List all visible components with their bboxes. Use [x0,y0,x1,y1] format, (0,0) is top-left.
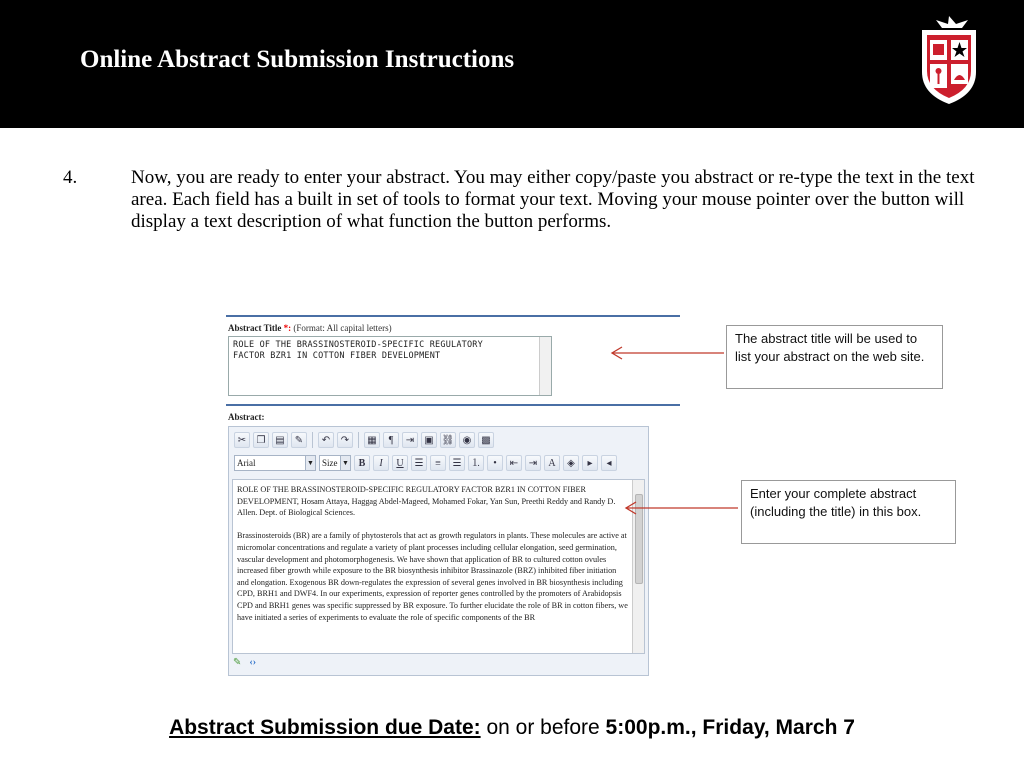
title-value-line: ROLE OF THE BRASSINOSTEROID-SPECIFIC REGULATORY [233,340,483,350]
editor-scrollbar[interactable] [632,480,644,653]
editor-toolbar-bottom [231,453,646,473]
table-icon[interactable]: ▦ [364,432,380,448]
align-right-icon[interactable]: ☰ [449,455,465,471]
link-icon[interactable]: ⛓ [440,432,456,448]
toolbar-separator [358,432,359,448]
rtl-icon[interactable]: ◂ [601,455,617,471]
cut-icon[interactable]: ✂ [234,432,250,448]
abstract-callout: Enter your complete abstract (including the title) in this box. [741,480,956,544]
abstract-label: Abstract: [228,412,265,422]
title-scrollbar[interactable] [539,337,551,395]
title-format-hint: (Format: All capital letters) [293,323,392,333]
required-marker: *: [283,323,292,333]
paragraph-icon[interactable]: ¶ [383,432,399,448]
spellcheck-icon[interactable]: ◉ [459,432,475,448]
undo-icon[interactable]: ↶ [318,432,334,448]
highlight-icon[interactable]: ◈ [563,455,579,471]
copy-icon[interactable]: ❐ [253,432,269,448]
step-text: Now, you are ready to enter your abstract. You may either copy/paste you abstract or re-type the text in the text area. Each field has a built in set of tools to format your text. Moving your mouse pointer over the button will display a text description of what function the button performs. [131,167,975,232]
abstract-title-label [228,323,392,333]
outdent-icon[interactable]: ⇤ [506,455,522,471]
design-mode-icon[interactable]: ✎ [233,657,242,668]
redo-icon[interactable]: ↷ [337,432,353,448]
bold-button[interactable]: B [354,455,370,471]
font-select[interactable] [234,455,316,471]
page-title: Online Abstract Submission Instructions [80,46,515,73]
title-callout: The abstract title will be used to list your abstract on the web site. [726,325,943,389]
header-bar [0,0,1024,128]
numbered-list-icon[interactable]: ⒈ [468,455,484,471]
due-date-connector: on or before [480,716,606,739]
media-icon[interactable]: ▩ [478,432,494,448]
size-select[interactable] [319,455,351,471]
size-select-value: Size [322,458,338,468]
due-date-banner [0,716,1024,740]
indent-icon[interactable]: ⇥ [402,432,418,448]
title-value-line: FACTOR BZR1 IN COTTON FIBER DEVELOPMENT [233,351,441,361]
abstract-paragraph: Brassinosteroids (BR) are a family of phytosterols that act as growth regulators in plants. These molecules are active at micromolar concentrations and regulate a variety of plant processes including cellular elongation, seed germination, vascular development and photomorphogenesis. We have shown that application of BR to cultured cotton ovules increased fiber growth while exposure to the BR biosynthesis inhibitor Brassinazole (BRZ) inhibited fiber initiation and elongation. Exogenous BR down-regulates the expression of several genes involved in BR biosynthesis including CPD, BRH1 and DWF4. In our experiments, expression of reporter genes controlled by the promoters of Arabidopsis CPD and BRH1 genes was specific suppressed by BR exposure. To further elucidate the role of BR in cotton fibers, we have initiated a series of experiments to evaluate the role of specific components of the BR [237,531,628,622]
title-label-text: Abstract Title [228,323,282,333]
abstract-textarea[interactable] [232,479,645,654]
indent-more-icon[interactable]: ⇥ [525,455,541,471]
step-number: 4. [63,167,78,188]
html-mode-icon[interactable]: ‹› [249,657,257,668]
chevron-down-icon: ▼ [305,456,315,470]
abstract-content [237,484,629,635]
scrollbar-thumb[interactable] [635,494,643,584]
underline-button[interactable]: U [392,455,408,471]
paste-icon[interactable]: ▤ [272,432,288,448]
editor-mode-bar [233,657,256,668]
image-icon[interactable]: ▣ [421,432,437,448]
italic-button[interactable]: I [373,455,389,471]
section-divider [226,315,680,317]
bullet-list-icon[interactable]: • [487,455,503,471]
font-select-value: Arial [237,458,256,468]
abstract-paragraph: ROLE OF THE BRASSINOSTEROID-SPECIFIC REGULATORY FACTOR BZR1 IN COTTON FIBER DEVELOPMENT, Hosam Attaya, Haggag Abdel-Mageed, Mohamed Fokar, Yan Sun, Preethi Reddy and Randy D. Allen. Dept. of Biological Sciences. [237,485,616,518]
align-left-icon[interactable]: ☰ [411,455,427,471]
tech-shield-logo-icon [916,14,982,106]
section-divider [226,404,680,406]
ltr-icon[interactable]: ▸ [582,455,598,471]
chevron-down-icon: ▼ [340,456,350,470]
align-center-icon[interactable]: ≡ [430,455,446,471]
abstract-title-input[interactable] [228,336,552,396]
due-date-value: 5:00p.m., Friday, March 7 [605,716,855,739]
due-date-label: Abstract Submission due Date: [169,716,481,739]
font-color-button[interactable]: A [544,455,560,471]
editor-toolbar-top [231,430,646,450]
toolbar-separator [312,432,313,448]
rich-text-editor [228,426,649,676]
format-painter-icon[interactable]: ✎ [291,432,307,448]
